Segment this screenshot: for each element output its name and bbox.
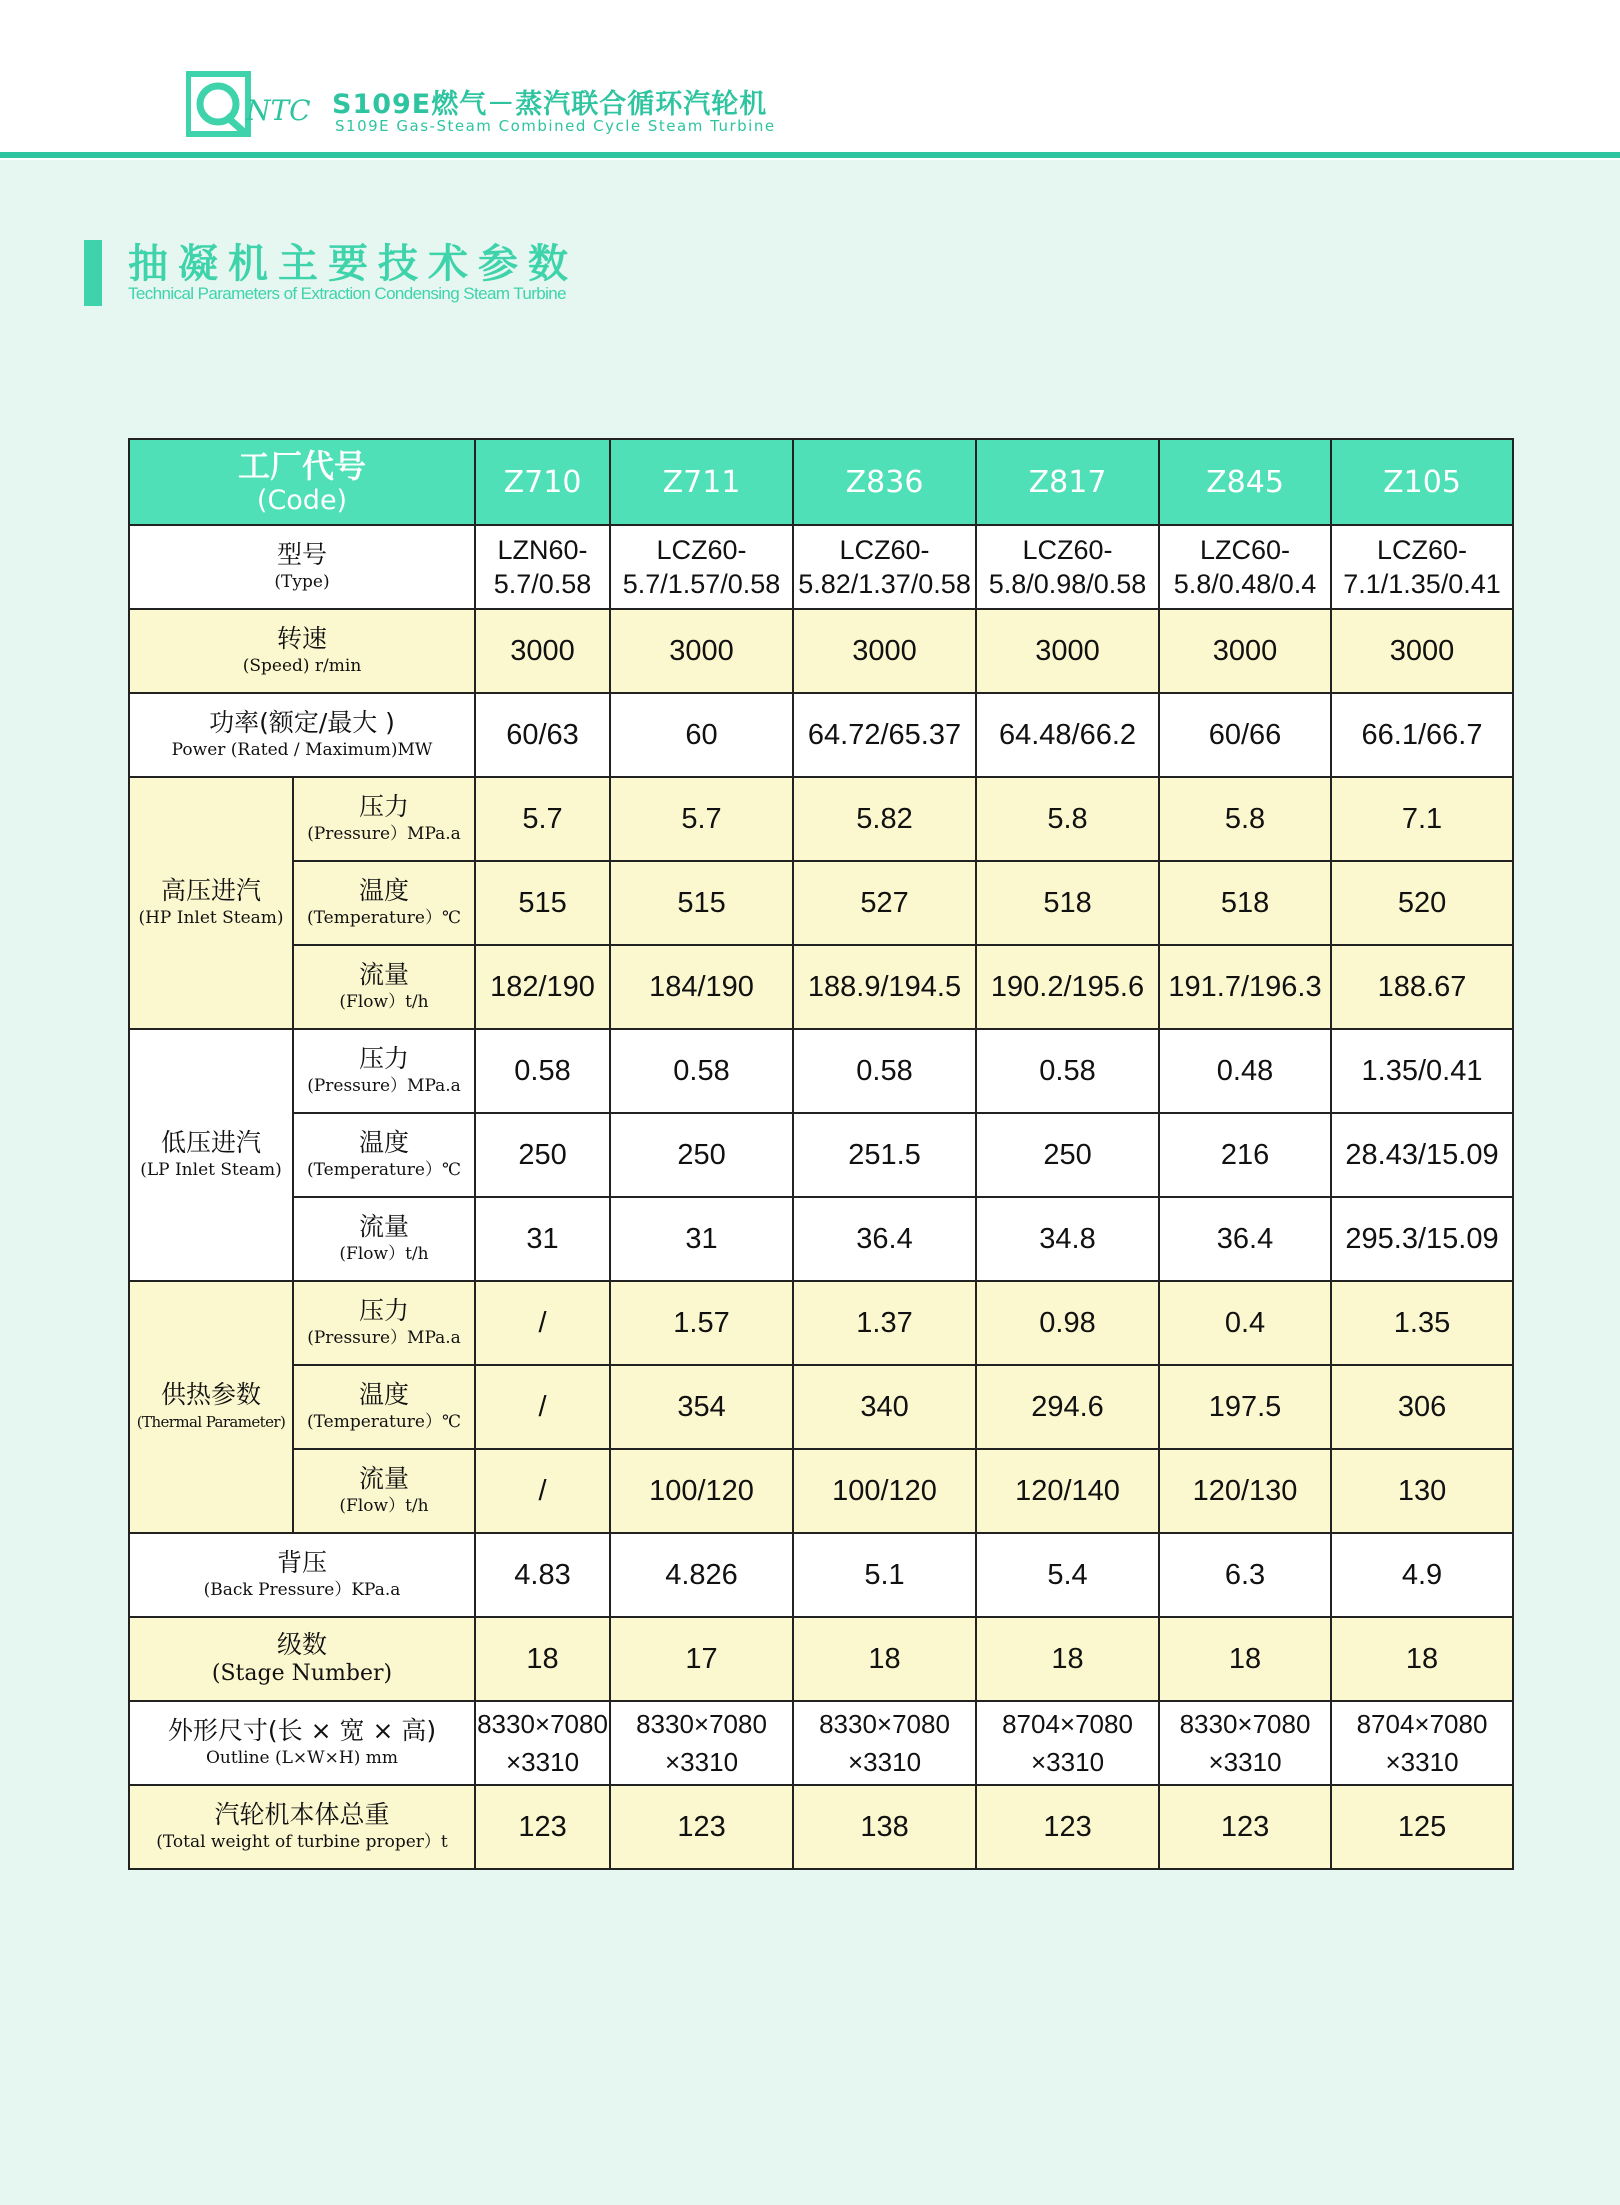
table-row — [129, 1617, 1513, 1701]
table-cell: 8330×7080 ×3310 — [610, 1701, 793, 1785]
table-cell: 182/190 — [475, 945, 610, 1029]
header-divider — [0, 152, 1620, 158]
table-row — [129, 693, 1513, 777]
table-cell: 190.2/195.6 — [976, 945, 1159, 1029]
table-row — [129, 609, 1513, 693]
table-cell: LCZ60- 7.1/1.35/0.41 — [1331, 525, 1513, 609]
table-row — [129, 1197, 1513, 1281]
code-label-en: (Code) — [256, 485, 348, 516]
column-header: Z817 — [976, 439, 1159, 525]
table-cell: 250 — [610, 1113, 793, 1197]
table-cell: 36.4 — [1159, 1197, 1331, 1281]
table-cell: 60 — [610, 693, 793, 777]
group-label-thermal: 供热参数 (Thermal Parameter) — [129, 1281, 293, 1533]
table-cell: 294.6 — [976, 1365, 1159, 1449]
table-cell: 5.4 — [976, 1533, 1159, 1617]
table-cell: LCZ60- 5.8/0.98/0.58 — [976, 525, 1159, 609]
table-cell: 6.3 — [1159, 1533, 1331, 1617]
table-cell: 31 — [610, 1197, 793, 1281]
sub-label: 压力 (Pressure）MPa.a — [293, 1029, 475, 1113]
table-cell: 60/66 — [1159, 693, 1331, 777]
table-cell: 28.43/15.09 — [1331, 1113, 1513, 1197]
table-row — [129, 1785, 1513, 1869]
table-cell: 1.35 — [1331, 1281, 1513, 1365]
table-cell: 520 — [1331, 861, 1513, 945]
sub-label: 温度 (Temperature）℃ — [293, 861, 475, 945]
table-row — [129, 1365, 1513, 1449]
logo-text: NTC — [246, 94, 311, 127]
table-row — [129, 945, 1513, 1029]
header-subtitle: S109E Gas-Steam Combined Cycle Steam Turbine — [335, 117, 776, 135]
table-cell: 34.8 — [976, 1197, 1159, 1281]
label-cn: 功率(额定/最大 ) — [209, 708, 395, 737]
label-en: Power (Rated / Maximum)MW — [171, 740, 433, 760]
table-cell: / — [475, 1365, 610, 1449]
table-cell: 5.1 — [793, 1533, 976, 1617]
table-row — [129, 861, 1513, 945]
table-row — [129, 1533, 1513, 1617]
table-cell: 3000 — [976, 609, 1159, 693]
table-cell: 8704×7080 ×3310 — [976, 1701, 1159, 1785]
table-cell: 100/120 — [793, 1449, 976, 1533]
table-cell: LZC60- 5.8/0.48/0.4 — [1159, 525, 1331, 609]
label-cn: 转速 — [277, 624, 328, 653]
sub-label: 压力 (Pressure）MPa.a — [293, 1281, 475, 1365]
table-cell: 3000 — [793, 609, 976, 693]
table-cell: 18 — [976, 1617, 1159, 1701]
table-cell: 5.7 — [610, 777, 793, 861]
sub-label: 压力 (Pressure）MPa.a — [293, 777, 475, 861]
table-cell: 8330×7080 ×3310 — [1159, 1701, 1331, 1785]
section-subtitle: Technical Parameters of Extraction Condensing Steam Turbine — [128, 284, 567, 303]
sub-label: 流量 (Flow）t/h — [293, 945, 475, 1029]
table-cell: / — [475, 1281, 610, 1365]
table-cell: 250 — [475, 1113, 610, 1197]
row-label — [129, 693, 475, 777]
table-cell: 7.1 — [1331, 777, 1513, 861]
label-en: (Speed) r/min — [242, 656, 362, 676]
table-cell: 8704×7080 ×3310 — [1331, 1701, 1513, 1785]
table-cell: 1.37 — [793, 1281, 976, 1365]
table-cell: 8330×7080 ×3310 — [793, 1701, 976, 1785]
table-cell: 18 — [1159, 1617, 1331, 1701]
table-cell: 64.72/65.37 — [793, 693, 976, 777]
table-cell: 18 — [1331, 1617, 1513, 1701]
table-cell: 306 — [1331, 1365, 1513, 1449]
table-cell: 17 — [610, 1617, 793, 1701]
table-cell: 0.58 — [610, 1029, 793, 1113]
table-cell: 197.5 — [1159, 1365, 1331, 1449]
row-label — [129, 525, 475, 609]
table-cell: 125 — [1331, 1785, 1513, 1869]
table-cell: 3000 — [475, 609, 610, 693]
table-cell: 1.35/0.41 — [1331, 1029, 1513, 1113]
column-header: Z836 — [793, 439, 976, 525]
table-cell: 138 — [793, 1785, 976, 1869]
row-label: 外形尺寸(长 × 宽 × 高) Outline (L×W×H) mm — [129, 1701, 475, 1785]
table-cell: 251.5 — [793, 1113, 976, 1197]
row-label: 汽轮机本体总重 (Total weight of turbine proper）t — [129, 1785, 475, 1869]
page-header — [0, 0, 1620, 160]
column-header: Z105 — [1331, 439, 1513, 525]
table-row — [129, 1281, 1513, 1365]
table-row — [129, 1449, 1513, 1533]
table-cell: 4.826 — [610, 1533, 793, 1617]
table-cell: 188.67 — [1331, 945, 1513, 1029]
table-row — [129, 525, 1513, 609]
sub-label: 温度 (Temperature）℃ — [293, 1113, 475, 1197]
table-cell: 1.57 — [610, 1281, 793, 1365]
code-header-cell — [129, 439, 475, 525]
table-cell: 123 — [976, 1785, 1159, 1869]
table-cell: 188.9/194.5 — [793, 945, 976, 1029]
sub-label: 流量 (Flow）t/h — [293, 1449, 475, 1533]
table-cell: LCZ60- 5.82/1.37/0.58 — [793, 525, 976, 609]
table-cell: 515 — [610, 861, 793, 945]
table-cell: 354 — [610, 1365, 793, 1449]
sub-label: 流量 (Flow）t/h — [293, 1197, 475, 1281]
table-cell: 295.3/15.09 — [1331, 1197, 1513, 1281]
group-label-lp: 低压进汽 (LP Inlet Steam) — [129, 1029, 293, 1281]
section-title: 抽凝机主要技术参数 — [128, 241, 578, 287]
table-cell: LCZ60- 5.7/1.57/0.58 — [610, 525, 793, 609]
table-row — [129, 777, 1513, 861]
code-label-cn: 工厂代号 — [238, 447, 367, 485]
table-cell: 0.58 — [793, 1029, 976, 1113]
parameters-table — [128, 438, 1514, 1870]
row-label: 背压 (Back Pressure）KPa.a — [129, 1533, 475, 1617]
table-cell: 18 — [793, 1617, 976, 1701]
table-cell: / — [475, 1449, 610, 1533]
table-cell: 0.58 — [475, 1029, 610, 1113]
table-cell: 518 — [1159, 861, 1331, 945]
table-cell: 191.7/196.3 — [1159, 945, 1331, 1029]
table-row — [129, 1113, 1513, 1197]
ntc-logo — [186, 70, 336, 140]
column-header: Z710 — [475, 439, 610, 525]
table-cell: 31 — [475, 1197, 610, 1281]
table-cell: 0.48 — [1159, 1029, 1331, 1113]
table-cell: LZN60- 5.7/0.58 — [475, 525, 610, 609]
table-cell: 518 — [976, 861, 1159, 945]
table-cell: 66.1/66.7 — [1331, 693, 1513, 777]
table-cell: 60/63 — [475, 693, 610, 777]
table-cell: 5.82 — [793, 777, 976, 861]
column-header: Z711 — [610, 439, 793, 525]
table-cell: 3000 — [1331, 609, 1513, 693]
table-cell: 64.48/66.2 — [976, 693, 1159, 777]
label-en: (Type) — [274, 572, 330, 592]
table-cell: 527 — [793, 861, 976, 945]
table-cell: 340 — [793, 1365, 976, 1449]
table-cell: 123 — [475, 1785, 610, 1869]
table-cell: 0.4 — [1159, 1281, 1331, 1365]
section-marker — [84, 240, 102, 306]
row-label: 级数 (Stage Number) — [129, 1617, 475, 1701]
table-cell: 130 — [1331, 1449, 1513, 1533]
header-row — [129, 439, 1513, 525]
column-header: Z845 — [1159, 439, 1331, 525]
row-label — [129, 609, 475, 693]
table-row — [129, 1701, 1513, 1785]
table-cell: 18 — [475, 1617, 610, 1701]
table-cell: 5.8 — [1159, 777, 1331, 861]
table-cell: 120/130 — [1159, 1449, 1331, 1533]
group-label-hp: 高压进汽 (HP Inlet Steam) — [129, 777, 293, 1029]
table-cell: 120/140 — [976, 1449, 1159, 1533]
table-cell: 216 — [1159, 1113, 1331, 1197]
table-cell: 123 — [610, 1785, 793, 1869]
table-cell: 250 — [976, 1113, 1159, 1197]
table-cell: 515 — [475, 861, 610, 945]
table-cell: 0.58 — [976, 1029, 1159, 1113]
sub-label: 温度 (Temperature）℃ — [293, 1365, 475, 1449]
label-cn: 型号 — [277, 540, 328, 569]
table-cell: 184/190 — [610, 945, 793, 1029]
table-cell: 3000 — [1159, 609, 1331, 693]
table-cell: 123 — [1159, 1785, 1331, 1869]
table-cell: 4.83 — [475, 1533, 610, 1617]
table-cell: 0.98 — [976, 1281, 1159, 1365]
table-cell: 100/120 — [610, 1449, 793, 1533]
header-title: S109E燃气－蒸汽联合循环汽轮机 — [332, 89, 768, 120]
table-cell: 5.8 — [976, 777, 1159, 861]
table-cell: 8330×7080 ×3310 — [475, 1701, 610, 1785]
table-row — [129, 1029, 1513, 1113]
table-cell: 4.9 — [1331, 1533, 1513, 1617]
table-cell: 5.7 — [475, 777, 610, 861]
table-cell: 3000 — [610, 609, 793, 693]
table-cell: 36.4 — [793, 1197, 976, 1281]
